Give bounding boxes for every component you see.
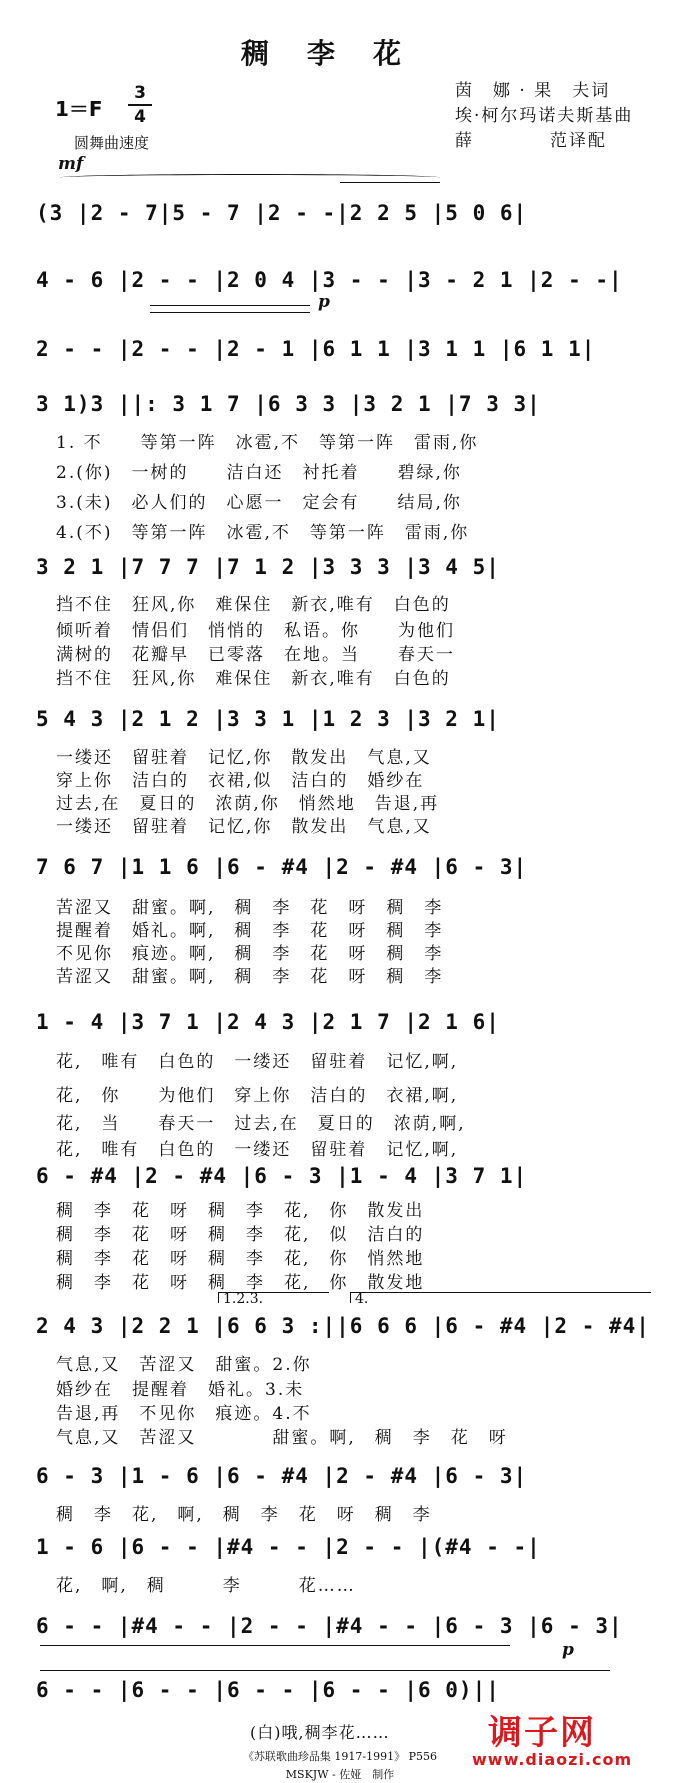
lyric-line: 一缕还 留驻着 记忆,你 散发出 气息,又	[56, 748, 432, 768]
lyric-line: 挡不住 狂风,你 难保住 新衣,唯有 白色的	[56, 669, 451, 689]
key-signature: 1＝F	[55, 97, 103, 121]
translator-credit: 薛 范译配	[455, 131, 607, 151]
dynamic-mf: mf	[58, 154, 84, 174]
lyric-line: 婚纱在 提醒着 婚礼。3.未	[56, 1380, 305, 1400]
staff-line-6	[36, 705, 654, 739]
meter-top: 3	[134, 83, 146, 103]
staff-line-9	[36, 1162, 654, 1196]
slur	[60, 174, 440, 181]
notation: 6 - #4 |2 - #4 |6 - 3 |1 - 4 |3 7 1|	[36, 1164, 528, 1188]
maker-credit: MSKJW - 佐娅 制作	[285, 1768, 395, 1781]
lyric-line: 倾听着 情侣们 悄悄的 私语。你 为他们	[56, 621, 455, 641]
notation: 3 2 1 |7 7 7 |7 1 2 |3 3 3 |3 4 5|	[36, 555, 500, 579]
staff-line-7	[36, 853, 654, 887]
crescendo-line	[150, 312, 310, 313]
lyric-line: 告退,再 不见你 痕迹。4.不	[56, 1404, 312, 1424]
notation: 2 - - |2 - - |2 - 1 |6 1 1 |3 1 1 |6 1 1|	[36, 337, 596, 361]
first-ending-bracket	[218, 1291, 329, 1307]
source-citation: 《苏联歌曲珍品集 1917-1991》 P556	[242, 1750, 438, 1763]
notation: 6 - - |#4 - - |2 - - |#4 - - |6 - 3 |6 - 3|	[36, 1614, 623, 1638]
lyric-line: 花, 唯有 白色的 一缕还 留驻着 记忆,啊,	[56, 1140, 459, 1160]
lyric-line: 气息,又 苦涩又 甜蜜。啊, 稠 李 花 呀	[56, 1428, 508, 1448]
notation: 4 - 6 |2 - - |2 0 4 |3 - - |3 - 2 1 |2 - -|	[36, 268, 623, 292]
staff-line-3	[36, 335, 654, 369]
lyric-line: 花, 当 春天一 过去,在 夏日的 浓荫,啊,	[56, 1114, 466, 1134]
lyric-line: 稠 李 花 呀 稠 李 花, 你 散发出	[56, 1201, 425, 1221]
dynamic-p-end: p	[562, 1640, 574, 1660]
lyric-line: 不见你 痕迹。啊, 稠 李 花 呀 稠 李	[56, 944, 444, 964]
lyric-line: 满树的 花瓣早 已零落 在地。当 春天一	[56, 645, 455, 665]
composer-credit: 埃·柯尔玛诺夫斯基曲	[455, 106, 634, 126]
time-signature	[128, 82, 152, 128]
lyric-line: 稠 李 花 呀 稠 李 花, 你 悄然地	[56, 1249, 425, 1269]
lyric-line: 挡不住 狂风,你 难保住 新衣,唯有 白色的	[56, 595, 451, 615]
notation: 7 6 7 |1 1 6 |6 - #4 |2 - #4 |6 - 3|	[36, 855, 528, 879]
staff-line-5	[36, 553, 654, 587]
tie-line	[40, 1670, 610, 1671]
notation: 1 - 4 |3 7 1 |2 4 3 |2 1 7 |2 1 6|	[36, 1010, 500, 1034]
lyric-line: 1. 不 等第一阵 冰雹,不 等第一阵 雷雨,你	[56, 433, 479, 453]
notation: 6 - 3 |1 - 6 |6 - #4 |2 - #4 |6 - 3|	[36, 1464, 528, 1488]
dynamic-p: p	[318, 292, 330, 312]
staff-line-12	[36, 1533, 654, 1567]
crescendo-line	[150, 305, 310, 306]
watermark-url: www.diaozi.com	[472, 1750, 633, 1769]
staff-line-13	[36, 1612, 654, 1646]
staff-line-8	[36, 1008, 654, 1042]
slur	[340, 182, 440, 183]
lyric-line: 气息,又 苦涩又 甜蜜。2.你	[56, 1355, 312, 1375]
lyric-line: 花, 唯有 白色的 一缕还 留驻着 记忆,啊,	[56, 1052, 459, 1072]
lyric-line: 提醒着 婚礼。啊, 稠 李 花 呀 稠 李	[56, 921, 444, 941]
second-ending-label: 4.	[355, 1291, 369, 1307]
notation: 2 4 3 |2 2 1 |6 6 3 :||6 6 6 |6 - #4 |2 - #4|	[36, 1314, 650, 1338]
lyric-line: 3.(未) 必人们的 心愿一 定会有 结局,你	[56, 493, 462, 513]
spoken-ending: (白)哦,稠李花……	[250, 1723, 390, 1742]
song-title: 稠李花	[240, 37, 439, 70]
lyric-line: 过去,在 夏日的 浓荫,你 悄然地 告退,再	[56, 794, 440, 814]
lyricist-credit: 茵 娜 · 果 夫词	[455, 81, 611, 101]
lyric-line: 苦涩又 甜蜜。啊, 稠 李 花 呀 稠 李	[56, 967, 444, 987]
staff-line-4	[36, 390, 654, 424]
staff-line-10	[36, 1312, 654, 1346]
notation: 3 1)3 ||: 3 1 7 |6 3 3 |3 2 1 |7 3 3|	[36, 392, 541, 416]
notation: (3 |2 - 7|5 - 7 |2 - -|2 2 5 |5 0 6|	[36, 201, 528, 225]
staff-line-11	[36, 1462, 654, 1496]
lyric-line: 穿上你 洁白的 衣裙,似 洁白的 婚纱在	[56, 771, 425, 791]
second-ending-bracket	[350, 1291, 651, 1307]
lyric-line: 苦涩又 甜蜜。啊, 稠 李 花 呀 稠 李	[56, 898, 444, 918]
lyric-line: 花, 啊, 稠 李 花……	[56, 1576, 356, 1596]
tempo-marking: 圆舞曲速度	[74, 134, 150, 152]
watermark-logo: 调子网	[488, 1713, 596, 1753]
staff-line-2	[36, 266, 654, 300]
staff-line-1	[36, 199, 654, 233]
notation: 5 4 3 |2 1 2 |3 3 1 |1 2 3 |3 2 1|	[36, 707, 500, 731]
notation: 1 - 6 |6 - - |#4 - - |2 - - |(#4 - -|	[36, 1535, 541, 1559]
lyric-line: 稠 李 花 呀 稠 李 花, 似 洁白的	[56, 1225, 425, 1245]
lyric-line: 花, 你 为他们 穿上你 洁白的 衣裙,啊,	[56, 1086, 459, 1106]
meter-bottom: 4	[128, 104, 152, 128]
lyric-line: 2.(你) 一树的 洁白还 衬托着 碧绿,你	[56, 463, 462, 483]
first-ending-label: 1.2.3.	[223, 1291, 264, 1307]
lyric-line: 4.(不) 等第一阵 冰雹,不 等第一阵 雷雨,你	[56, 523, 470, 543]
lyric-line: 稠 李 花, 啊, 稠 李 花 呀 稠 李	[56, 1505, 432, 1525]
lyric-line: 一缕还 留驻着 记忆,你 散发出 气息,又	[56, 817, 432, 837]
lyric-line: 稠 李 花 呀 稠 李 花, 你 散发地	[56, 1273, 425, 1293]
notation: 6 - - |6 - - |6 - - |6 - - |6 0)||	[36, 1678, 500, 1702]
